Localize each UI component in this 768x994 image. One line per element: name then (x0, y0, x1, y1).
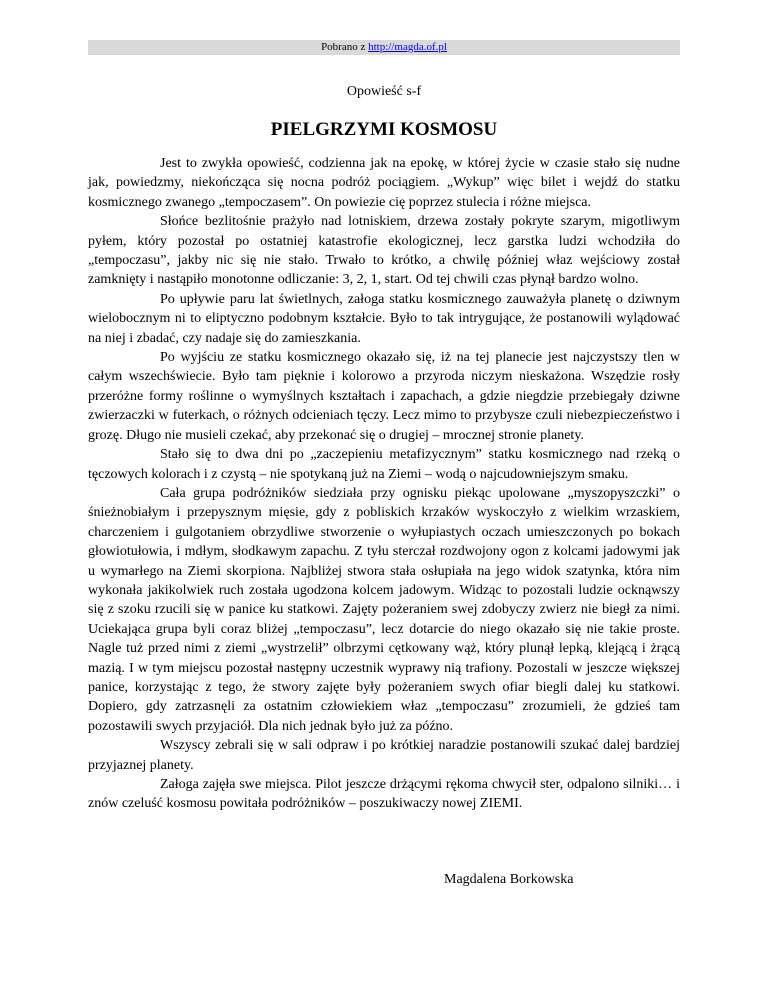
author-signature: Magdalena Borkowska (444, 871, 574, 887)
paragraph: Stało się to dwa dni po „zaczepieniu metafizycznym” statku kosmicznego nad rzeką o tęczowych kolorach i z czystą – nie spotykaną już na Ziemi – wodą o najcudowniejszym smaku. (88, 447, 680, 482)
paragraph: Po wyjściu ze statku kosmicznego okazało się, iż na tej planecie jest najczystszy tlen w całym wszechświecie. Było tam pięknie i kolorowo a przyroda niczym nieskażona. Wszędzie rosły przeróżne formy roślinne o wymyślnych kształtach i zapachach, a gdzie niegdzie przebiegały dziwne zwierzaczki w futerkach, o różnych odcieniach tęczy. Lecz mimo to przybysze czuli niebezpieczeństwo i grozę. Długo nie musieli czekać, aby przekonać się o drugiej – mrocznej stronie planety. (88, 350, 680, 443)
paragraph: Po upływie paru lat świetlnych, załoga statku kosmicznego zauważyła planetę o dziwnym wielobocznym ni to eliptyczno podobnym kształcie. Było to tak intrygujące, że postanowili wylądować na niej i zbadać, czy nadaje się do zamieszkania. (88, 291, 680, 346)
paragraph: Załoga zajęła swe miejsca. Pilot jeszcze drżącymi rękoma chwycił ster, odpalono silniki… i znów czeluść kosmosu powitała podróżników – poszukiwaczy nowej ZIEMI. (88, 777, 680, 812)
document-body (88, 82, 680, 889)
source-header (88, 40, 680, 55)
story-subtitle: Opowieść s-f (346, 84, 422, 99)
paragraph: Słońce bezlitośnie prażyło nad lotniskiem, drzewa zostały pokryte szarym, migotliwym pyłem, który pozostał po ostatniej katastrofie ekologicznej, lecz garstka ludzi wchodziła do „tempoczasu”, jakby nic się nie stało. Trwało to krótko, a chwilę później właz wejściowy został zamknięty i nastąpiło monotonne odliczanie: 3, 2, 1, start. Od tej chwili czas płynął bardzo wolno. (88, 214, 680, 288)
paragraph: Jest to zwykła opowieść, codzienna jak na epokę, w której życie w czasie stało się nudne jak, powiedzmy, niekończąca się nocna podróż pociągiem. „Wykup” więc bilet i wejdź do statku kosmicznego zwanego „tempoczasem”. On powiezie cię poprzez stulecia i różne miejsca. (88, 156, 680, 210)
story-title: PIELGRZYMI KOSMOSU (270, 119, 498, 140)
source-link[interactable]: http://magda.of.pl (368, 41, 447, 53)
source-prefix: Pobrano z (321, 41, 369, 53)
paragraph: Wszyscy zebrali się w sali odpraw i po krótkiej naradzie postanowili szukać dalej bardziej przyjaznej planety. (88, 738, 680, 773)
paragraph: Cała grupa podróżników siedziała przy ognisku piekąc upolowane „myszopyszczki” o śnieżnobiałym i przepysznym mięsie, gdy z pobliskich krzaków wyskoczyło z wielkim wrzaskiem, charczeniem i gulgotaniem obrzydliwe stworzenie o wyłupiastych oczach umieszczonych po bokach głowiotułowia, i mdłym, słodkawym zapachu. Z tyłu sterczał rozdwojony ogon z kolcami jadowymi jak u wymarłego na Ziemi skorpiona. Najbliżej stwora stała osłupiała na jego widok szatynka, która nim wykonała jakikolwiek ruch została ugodzona kolcem jadowym. Widząc to pozostali ludzie ocknąwszy się z szoku rzucili się w panice ku statkowi. Zajęty pożeraniem swej zdobyczy zwierz nie biegł za nimi. Uciekająca grupa byli coraz bliżej „tempoczasu”, lecz dotarcie do niego okazało się nie takie proste. Nagle tuż przed nimi z ziemi „wystrzelił” olbrzymi cętkowany wąż, który plunął lepką, klejącą i żrącą mazią. I w tym miejscu pozostał następny uczestnik wyprawy nią trafiony. Pozostali w jeszcze większej panice, korzystając z tego, że stwory zajęte były pożeraniem swych ofiar biegli dalej ku statkowi. Dopiero, gdy zatrzasnęli za ostatnim człowiekiem właz „tempoczasu” zrozumieli, że gdzieś tam pozostawili swych przyjaciół. Dla nich jednak było już za późno. (88, 485, 680, 734)
story-text (88, 154, 680, 814)
